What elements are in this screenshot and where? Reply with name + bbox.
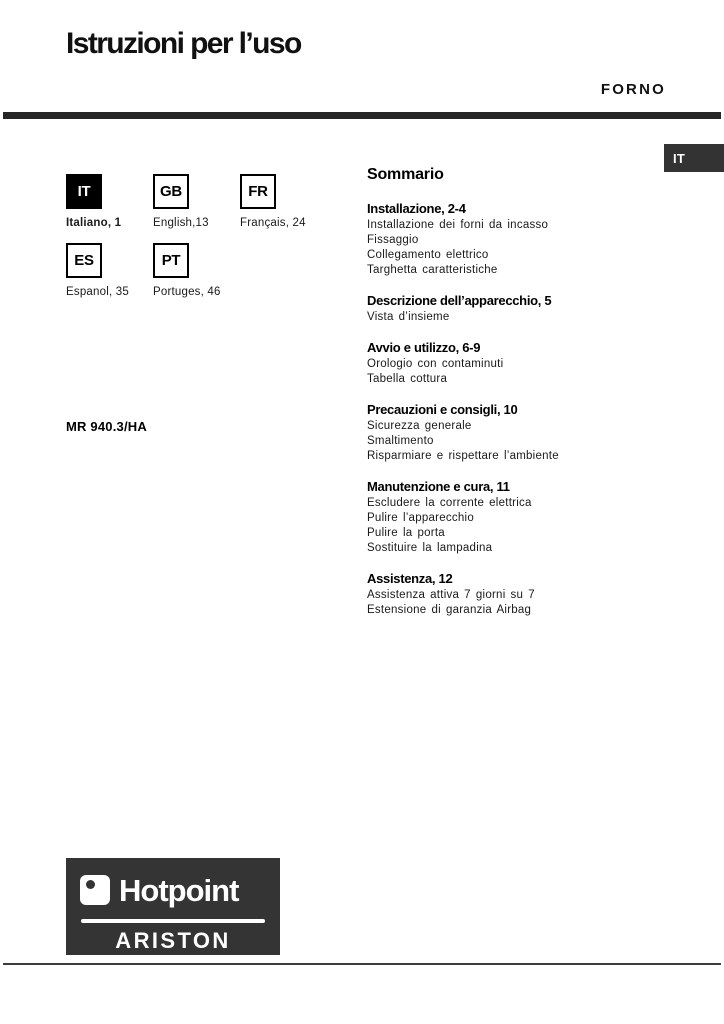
language-row: [66, 174, 336, 229]
toc-section-installazione: [367, 201, 667, 278]
summary-heading: Sommario: [367, 166, 444, 183]
toc-item[interactable]: Risparmiare e rispettare l’ambiente: [367, 450, 559, 462]
toc-item[interactable]: Fissaggio: [367, 234, 419, 246]
toc-section-title[interactable]: Avvio e utilizzo, 6-9: [367, 340, 481, 355]
toc-item[interactable]: Estensione di garanzia Airbag: [367, 604, 532, 616]
language-row: [66, 243, 336, 298]
toc-item[interactable]: Targhetta caratteristiche: [367, 264, 498, 276]
toc-section-manutenzione: [367, 479, 667, 556]
language-code-pt: PT: [161, 252, 181, 269]
language-code-it: IT: [77, 183, 91, 200]
toc-section-precauzioni: [367, 402, 667, 464]
language-item-pt[interactable]: [153, 243, 240, 298]
language-tab-it[interactable]: [664, 144, 724, 172]
language-code-gb: GB: [160, 183, 182, 200]
language-item-es[interactable]: [66, 243, 153, 298]
toc-item[interactable]: Installazione dei forni da incasso: [367, 219, 549, 231]
footer-divider: [3, 963, 721, 965]
brand-logo: [66, 858, 280, 955]
product-type-label: FORNO: [600, 81, 666, 98]
toc-item[interactable]: Vista d’insieme: [367, 311, 450, 323]
language-item-it[interactable]: [66, 174, 153, 229]
language-code-es: ES: [74, 252, 94, 269]
toc-section-assistenza: [367, 571, 667, 618]
toc-section-descrizione: [367, 293, 667, 325]
toc-section-title[interactable]: Precauzioni e consigli, 10: [367, 402, 518, 417]
dot-icon: [86, 880, 95, 889]
toc-section-title[interactable]: Descrizione dell’apparecchio, 5: [367, 293, 552, 308]
toc-item[interactable]: Pulire l’apparecchio: [367, 512, 474, 524]
rounded-square-dot-icon: [80, 875, 110, 905]
table-of-contents: [367, 166, 667, 633]
language-label-es: Espanol, 35: [66, 286, 129, 298]
toc-section-title[interactable]: Installazione, 2-4: [367, 201, 466, 216]
toc-item[interactable]: Pulire la porta: [367, 527, 445, 539]
toc-section-title[interactable]: Manutenzione e cura, 11: [367, 479, 510, 494]
toc-item[interactable]: Orologio con contaminuti: [367, 358, 504, 370]
language-code-box-es[interactable]: [66, 243, 102, 278]
brand-logo-top: [80, 870, 266, 910]
brand-name: Hotpoint: [119, 872, 239, 908]
model-number: MR 940.3/HA: [66, 419, 147, 434]
language-label-pt: Portuges, 46: [153, 286, 221, 298]
brand-logo-divider: [81, 919, 265, 923]
language-code-box-it[interactable]: [66, 174, 102, 209]
toc-item[interactable]: Collegamento elettrico: [367, 249, 489, 261]
header-divider: [3, 112, 721, 119]
toc-item[interactable]: Smaltimento: [367, 435, 434, 447]
toc-item[interactable]: Assistenza attiva 7 giorni su 7: [367, 589, 535, 601]
language-code-box-fr[interactable]: [240, 174, 276, 209]
language-code-box-gb[interactable]: [153, 174, 189, 209]
language-item-empty: [240, 243, 327, 298]
language-tab-label: IT: [673, 150, 686, 166]
toc-item[interactable]: Sostituire la lampadina: [367, 542, 493, 554]
toc-item[interactable]: Tabella cottura: [367, 373, 448, 385]
toc-item[interactable]: Escludere la corrente elettrica: [367, 497, 532, 509]
language-selector: [66, 174, 336, 298]
language-code-fr: FR: [248, 183, 268, 200]
language-code-box-pt[interactable]: [153, 243, 189, 278]
language-label-fr: Français, 24: [240, 217, 306, 229]
brand-subname: ARISTON: [115, 928, 231, 953]
toc-section-avvio: [367, 340, 667, 387]
toc-item[interactable]: Sicurezza generale: [367, 420, 472, 432]
language-item-fr[interactable]: [240, 174, 327, 229]
toc-section-title[interactable]: Assistenza, 12: [367, 571, 453, 586]
language-item-gb[interactable]: [153, 174, 240, 229]
language-label-it: Italiano, 1: [66, 217, 122, 229]
language-label-gb: English,13: [153, 217, 209, 229]
page-title: Istruzioni per l’uso: [66, 27, 301, 60]
